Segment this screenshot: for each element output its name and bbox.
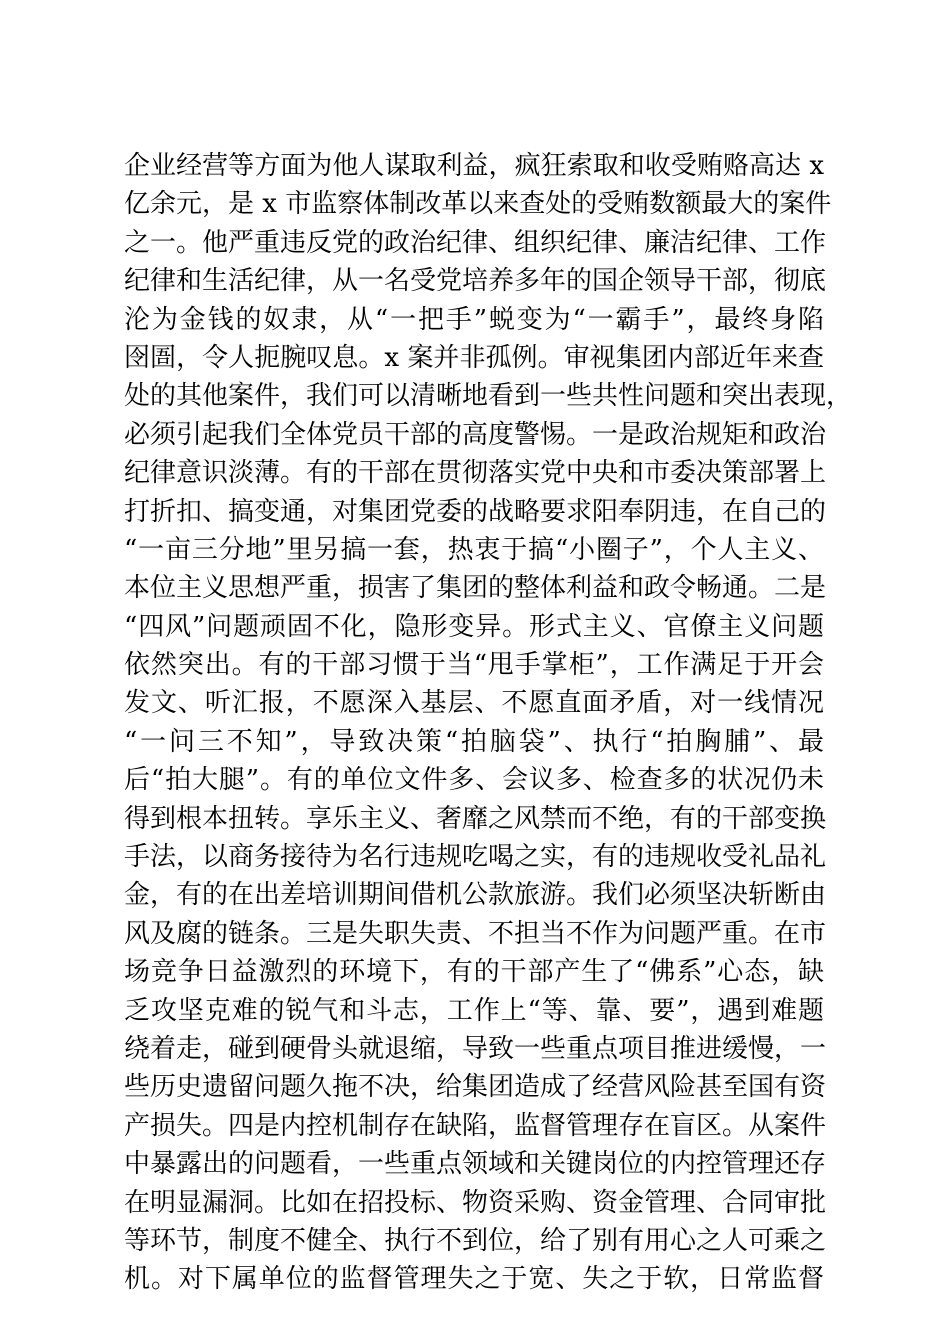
text-line: 沦为金钱的奴隶，从“一把手”蜕变为“一霸手”，最终身陷 bbox=[124, 304, 824, 335]
text-line: 机。对下属单位的监督管理失之于宽、失之于软，日常监督 bbox=[124, 1264, 824, 1295]
text-line: “四风”问题顽固不化，隐形变异。形式主义、官僚主义问题 bbox=[124, 611, 824, 642]
text-line: 纪律意识淡薄。有的干部在贯彻落实党中央和市委决策部署上 bbox=[124, 458, 827, 489]
text-line: 本位主义思想严重，损害了集团的整体利益和政令畅通。二是 bbox=[124, 573, 827, 604]
text-line: 打折扣、搞变通，对集团党委的战略要求阳奉阴违，在自己的 bbox=[124, 496, 827, 527]
text-line: 后“拍大腿”。有的单位文件多、会议多、检查多的状况仍未 bbox=[124, 765, 824, 796]
text-line: 得到根本扭转。享乐主义、奢靡之风禁而不绝，有的干部变换 bbox=[124, 803, 827, 834]
text-line: “一亩三分地”里另搞一套，热衷于搞“小圈子”，个人主义、 bbox=[124, 534, 824, 565]
text-line: 中暴露出的问题看，一些重点领域和关键岗位的内控管理还存 bbox=[124, 1149, 827, 1180]
text-line: 金，有的在出差培训期间借机公款旅游。我们必须坚决斩断由 bbox=[124, 880, 827, 911]
text-line: 等环节，制度不健全、执行不到位，给了别有用心之人可乘之 bbox=[124, 1225, 827, 1256]
text-line: 亿余元，是 x 市监察体制改革以来查处的受贿数额最大的案件 bbox=[124, 189, 832, 220]
text-line: 依然突出。有的干部习惯于当“甩手掌柜”，工作满足于开会 bbox=[124, 650, 824, 681]
text-line: 发文、听汇报，不愿深入基层、不愿直面矛盾，对一线情况 bbox=[124, 688, 824, 719]
text-line: 纪律和生活纪律，从一名受党培养多年的国企领导干部，彻底 bbox=[124, 266, 827, 297]
text-line: 些历史遗留问题久拖不决，给集团造成了经营风险甚至国有资 bbox=[124, 1072, 827, 1103]
text-line: “一问三不知”，导致决策“拍脑袋”、执行“拍胸脯”、最 bbox=[124, 726, 824, 757]
text-line: 必须引起我们全体党员干部的高度警惕。一是政治规矩和政治 bbox=[124, 419, 827, 450]
body-paragraph bbox=[124, 147, 853, 1299]
text-line: 囹圄，令人扼腕叹息。x 案并非孤例。审视集团内部近年来查 bbox=[124, 342, 824, 373]
text-line: 处的其他案件，我们可以清晰地看到一些共性问题和突出表现， bbox=[124, 381, 853, 412]
text-line: 产损失。四是内控机制存在缺陷，监督管理存在盲区。从案件 bbox=[124, 1110, 827, 1141]
text-line: 企业经营等方面为他人谋取利益，疯狂索取和收受贿赂高达 x bbox=[124, 151, 824, 181]
text-line: 绕着走，碰到硬骨头就退缩，导致一些重点项目推进缓慢，一 bbox=[124, 1033, 827, 1064]
text-line: 在明显漏洞。比如在招投标、物资采购、资金管理、合同审批 bbox=[124, 1187, 827, 1218]
text-line: 场竞争日益激烈的环境下，有的干部产生了“佛系”心态，缺 bbox=[124, 957, 824, 988]
text-line: 之一。他严重违反党的政治纪律、组织纪律、廉洁纪律、工作 bbox=[124, 227, 827, 258]
text-line: 乏攻坚克难的锐气和斗志，工作上“等、靠、要”，遇到难题 bbox=[124, 995, 824, 1026]
text-line: 风及腐的链条。三是失职失责、不担当不作为问题严重。在市 bbox=[124, 918, 827, 949]
text-line: 手法，以商务接待为名行违规吃喝之实，有的违规收受礼品礼 bbox=[124, 842, 827, 873]
